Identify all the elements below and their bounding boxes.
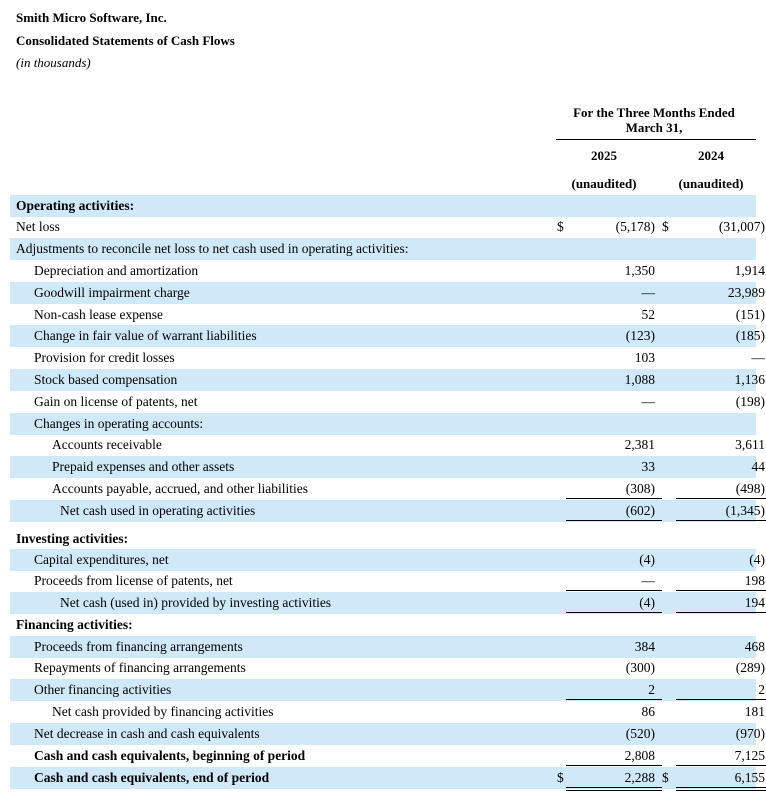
audit-2025-header: (unaudited) — [571, 176, 637, 191]
subtotal-rule — [566, 498, 662, 499]
value-2025: (300) — [625, 660, 655, 675]
value-2025: (4) — [639, 595, 655, 610]
row-label: Net cash provided by financing activities — [52, 704, 274, 719]
row-label: Net cash used in operating activities — [60, 503, 256, 518]
subtotal-rule — [566, 520, 662, 521]
value-2025: 1,088 — [624, 372, 655, 387]
subtotal-rule — [566, 590, 662, 591]
value-2024: (31,007) — [718, 219, 765, 234]
year-2024-header: 2024 — [698, 148, 724, 163]
value-2025: — — [641, 573, 655, 588]
value-2025: (4) — [639, 552, 655, 567]
row-label: Prepaid expenses and other assets — [52, 459, 235, 474]
subtotal-rule — [676, 590, 766, 591]
row-label: Cash and cash equivalents, end of period — [34, 770, 270, 785]
value-2024: (198) — [735, 394, 765, 409]
row-label: Accounts receivable — [52, 437, 162, 452]
row-label: Accounts payable, accrued, and other liabilities — [52, 481, 309, 496]
value-2024: 181 — [744, 704, 765, 719]
value-2025: — — [641, 285, 655, 300]
subtotal-rule — [676, 612, 766, 613]
table-row — [10, 614, 756, 636]
row-label: Proceeds from license of patents, net — [34, 573, 233, 588]
value-2024: (4) — [749, 552, 765, 567]
row-label: Operating activities: — [16, 198, 135, 213]
table-row — [10, 413, 756, 435]
row-label: Repayments of financing arrangements — [34, 660, 246, 675]
value-2024: (970) — [735, 726, 765, 741]
total-double-rule — [566, 787, 662, 791]
value-2024: 198 — [744, 573, 765, 588]
row-label: Adjustments to reconcile net loss to net cash used in operating activities: — [16, 241, 409, 256]
table-row — [10, 745, 765, 767]
value-2024: (289) — [735, 660, 765, 675]
table-row — [10, 500, 765, 522]
row-label: Gain on license of patents, net — [34, 394, 198, 409]
value-2024: (151) — [735, 307, 765, 322]
table-row — [10, 391, 765, 413]
table-row — [10, 549, 765, 571]
value-2025: 33 — [641, 459, 655, 474]
value-2025: 86 — [641, 704, 655, 719]
value-2025: 2,288 — [624, 770, 655, 785]
currency-2025: $ — [557, 219, 564, 234]
table-row — [10, 701, 765, 723]
table-row — [10, 260, 765, 282]
value-2024: 2 — [758, 682, 765, 697]
row-label: Net decrease in cash and cash equivalents — [34, 726, 260, 741]
value-2024: 23,989 — [727, 285, 765, 300]
subtotal-rule — [566, 612, 662, 613]
value-2024: 468 — [744, 639, 765, 654]
value-2025: 103 — [634, 350, 655, 365]
table-row — [10, 767, 765, 789]
total-double-rule — [676, 787, 766, 791]
table-row — [10, 369, 765, 391]
table-row — [10, 657, 765, 679]
subtotal-rule — [676, 699, 766, 700]
value-2025: (520) — [625, 726, 655, 741]
statement-title: Consolidated Statements of Cash Flows — [16, 33, 235, 48]
table-row — [10, 195, 756, 217]
table-row — [10, 325, 765, 347]
value-2024: 6,155 — [734, 770, 765, 785]
value-2024: 3,611 — [735, 437, 765, 452]
value-2024: 44 — [751, 459, 765, 474]
row-label: Financing activities: — [16, 617, 133, 632]
row-label: Stock based compensation — [34, 372, 178, 387]
value-2024: — — [751, 350, 765, 365]
table-row — [10, 723, 765, 745]
table-row — [10, 347, 765, 369]
period-title-line2: March 31, — [625, 120, 683, 135]
table-row — [10, 304, 765, 326]
company-name: Smith Micro Software, Inc. — [16, 10, 167, 25]
row-label: Changes in operating accounts: — [34, 416, 204, 431]
value-2025: — — [641, 394, 655, 409]
row-label: Net cash (used in) provided by investing activities — [60, 595, 332, 610]
row-label: Other financing activities — [34, 682, 172, 697]
currency-2025: $ — [557, 770, 564, 785]
subtotal-rule — [566, 765, 662, 766]
value-2025: (602) — [625, 503, 655, 518]
table-row — [10, 434, 765, 456]
value-2025: 2 — [648, 682, 655, 697]
table-row — [10, 679, 765, 701]
value-2025: 2,381 — [624, 437, 655, 452]
row-label: Capital expenditures, net — [34, 552, 169, 567]
value-2024: 7,125 — [734, 748, 765, 763]
row-label: Net loss — [16, 219, 60, 234]
row-label: Change in fair value of warrant liabilities — [34, 328, 257, 343]
value-2024: 1,914 — [734, 263, 765, 278]
table-row — [10, 636, 765, 658]
row-label: Investing activities: — [16, 531, 129, 546]
row-label: Goodwill impairment charge — [34, 285, 190, 300]
value-2025: 2,808 — [624, 748, 655, 763]
table-row — [10, 592, 765, 614]
table-row — [10, 456, 765, 478]
period-header — [552, 105, 756, 135]
value-2025: 1,350 — [624, 263, 655, 278]
row-label: Depreciation and amortization — [34, 263, 199, 278]
header-rule — [556, 139, 756, 140]
value-2024: 1,136 — [734, 372, 765, 387]
table-row — [10, 570, 765, 592]
subtotal-rule — [676, 520, 766, 521]
table-row — [10, 528, 756, 550]
row-label: Non-cash lease expense — [34, 307, 163, 322]
table-row — [10, 216, 765, 238]
value-2025: 52 — [641, 307, 655, 322]
subtotal-rule — [676, 765, 766, 766]
subtotal-rule — [566, 699, 662, 700]
year-2025-header: 2025 — [591, 148, 617, 163]
units-note: (in thousands) — [16, 55, 91, 70]
value-2024: (185) — [735, 328, 765, 343]
table-row — [10, 478, 765, 500]
value-2025: 384 — [634, 639, 655, 654]
row-label: Provision for credit losses — [34, 350, 175, 365]
row-label: Proceeds from financing arrangements — [34, 639, 243, 654]
table-row — [10, 282, 765, 304]
value-2025: (5,178) — [615, 219, 655, 234]
value-2024: (498) — [735, 481, 765, 496]
currency-2024: $ — [662, 219, 669, 234]
table-row — [10, 238, 756, 260]
currency-2024: $ — [662, 770, 669, 785]
subtotal-rule — [676, 498, 766, 499]
value-2025: (123) — [625, 328, 655, 343]
value-2025: (308) — [625, 481, 655, 496]
value-2024: (1,345) — [725, 503, 765, 518]
audit-2024-header: (unaudited) — [678, 176, 744, 191]
period-title-line1: For the Three Months Ended — [573, 105, 735, 120]
row-label: Cash and cash equivalents, beginning of period — [34, 748, 306, 763]
value-2024: 194 — [744, 595, 765, 610]
